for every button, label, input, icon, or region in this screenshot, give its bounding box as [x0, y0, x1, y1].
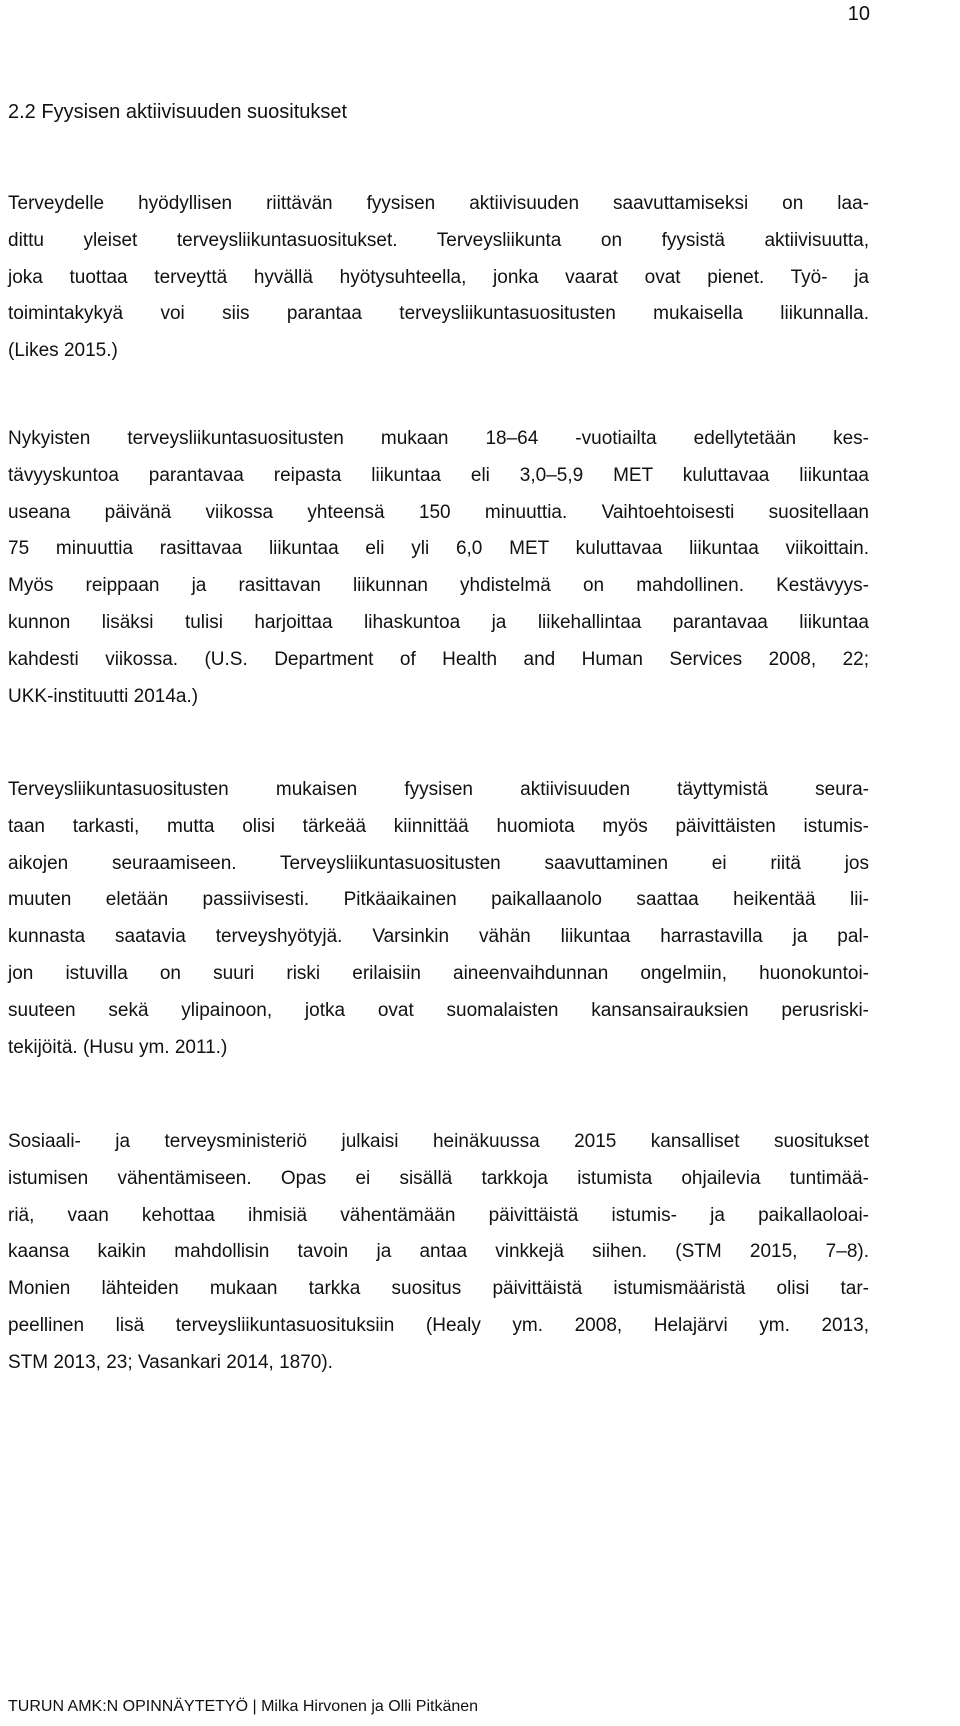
- paragraph-line: kunnasta saatavia terveyshyötyjä. Varsinkin vähän liikuntaa harrastavilla ja pal-: [8, 926, 869, 948]
- paragraph-4: [8, 1124, 869, 1382]
- paragraph-line: jon istuvilla on suuri riski erilaisiin aineenvaihdunnan ongelmiin, huonokuntoi-: [8, 962, 869, 984]
- page-footer: TURUN AMK:N OPINNÄYTETYÖ | Milka Hirvonen ja Olli Pitkänen: [8, 1698, 479, 1715]
- paragraph-line: (Likes 2015.): [8, 340, 118, 362]
- paragraph-line: kunnon lisäksi tulisi harjoittaa lihaskuntoa ja liikehallintaa parantavaa liikuntaa: [8, 611, 869, 633]
- paragraph-line: Sosiaali- ja terveysministeriö julkaisi heinäkuussa 2015 kansalliset suositukset: [8, 1131, 869, 1152]
- paragraph-line: Myös reippaan ja rasittavan liikunnan yhdistelmä on mahdollinen. Kestävyys-: [8, 575, 869, 597]
- paragraph-line: dittu yleiset terveysliikuntasuositukset. Terveysliikunta on fyysistä aktiivisuutta,: [8, 229, 869, 251]
- paragraph-line: Terveydelle hyödyllisen riittävän fyysisen aktiivisuuden saavuttamiseksi on laa-: [8, 193, 869, 214]
- paragraph-line: aikojen seuraamiseen. Terveysliikuntasuositusten saavuttaminen ei riitä jos: [8, 852, 869, 874]
- paragraph-3: [8, 772, 869, 1066]
- paragraph-line: toimintakykyä voi siis parantaa terveysliikuntasuositusten mukaisella liikunnalla.: [8, 303, 869, 325]
- paragraph-line: riä, vaan kehottaa ihmisiä vähentämään päivittäistä istumis- ja paikallaoloai-: [8, 1204, 869, 1226]
- paragraph-line: useana päivänä viikossa yhteensä 150 minuuttia. Vaihtoehtoisesti suositellaan: [8, 501, 869, 523]
- paragraph-1: [8, 186, 869, 370]
- paragraph-line: istumisen vähentämiseen. Opas ei sisällä tarkkoja istumista ohjailevia tuntimää-: [8, 1167, 869, 1189]
- paragraph-line: kaansa kaikin mahdollisin tavoin ja antaa vinkkejä siihen. (STM 2015, 7–8).: [8, 1241, 869, 1263]
- paragraph-line: muuten eletään passiivisesti. Pitkäaikainen paikallaanolo saattaa heikentää lii-: [8, 889, 869, 911]
- paragraph-line: UKK-instituutti 2014a.): [8, 685, 199, 707]
- paragraph-2: [8, 421, 869, 715]
- paragraph-line: Monien lähteiden mukaan tarkka suositus päivittäistä istumismääristä olisi tar-: [8, 1278, 869, 1300]
- paragraph-line: taan tarkasti, mutta olisi tärkeää kiinnittää huomiota myös päivittäisten istumis-: [8, 815, 869, 837]
- paragraph-line: tävyyskuntoa parantavaa reipasta liikuntaa eli 3,0–5,9 MET kuluttavaa liikuntaa: [8, 464, 869, 486]
- paragraph-line: 75 minuuttia rasittavaa liikuntaa eli yli 6,0 MET kuluttavaa liikuntaa viikoittain.: [8, 538, 869, 560]
- paragraph-line: STM 2013, 23; Vasankari 2014, 1870).: [8, 1351, 333, 1373]
- paragraph-line: peellinen lisä terveysliikuntasuosituksiin (Healy ym. 2008, Helajärvi ym. 2013,: [8, 1314, 869, 1336]
- paragraph-line: suuteen sekä ylipainoon, jotka ovat suomalaisten kansansairauksien perusriski-: [8, 999, 869, 1021]
- paragraph-line: tekijöitä. (Husu ym. 2011.): [8, 1036, 228, 1058]
- paragraph-line: Terveysliikuntasuositusten mukaisen fyysisen aktiivisuuden täyttymistä seura-: [8, 779, 869, 800]
- section-heading: 2.2 Fyysisen aktiivisuuden suositukset: [8, 101, 348, 123]
- paragraph-line: kahdesti viikossa. (U.S. Department of Health and Human Services 2008, 22;: [8, 648, 869, 670]
- page-number: 10: [847, 3, 870, 25]
- paragraph-line: Nykyisten terveysliikuntasuositusten mukaan 18–64 -vuotiailta edellytetään kes-: [8, 428, 869, 449]
- paragraph-line: joka tuottaa terveyttä hyvällä hyötysuhteella, jonka vaarat ovat pienet. Työ- ja: [8, 266, 869, 288]
